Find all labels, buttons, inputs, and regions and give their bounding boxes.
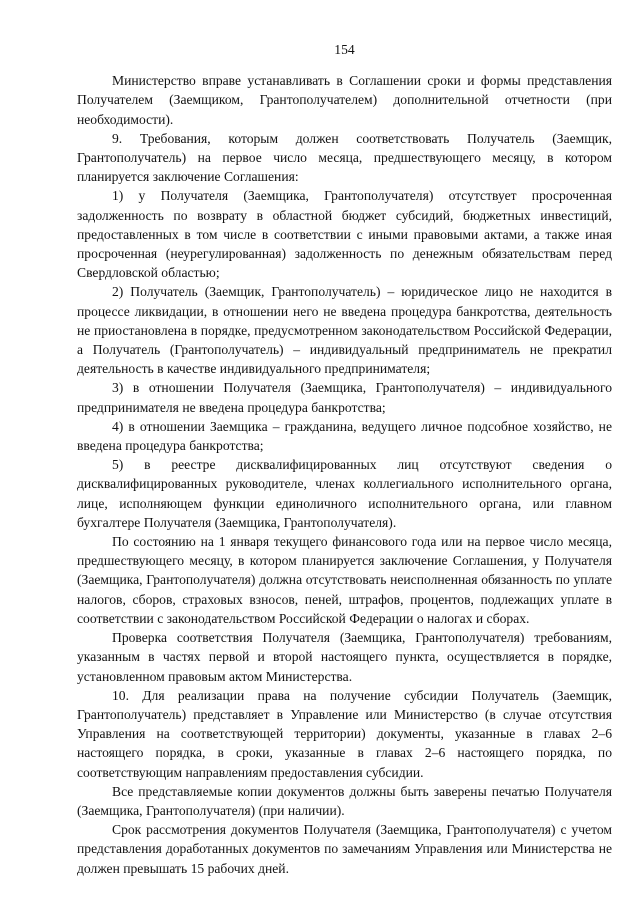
paragraph-9-requirements: 9. Требования, которым должен соответствовать Получатель (Заемщик, Грантополучатель) на первое число месяца, предшествующего месяцу, в котором планируется заключение Соглашения: <box>77 130 612 185</box>
paragraph-9-item-3: 3) в отношении Получателя (Заемщика, Грантополучателя) – индивидуального предпринимателя не введена процедура банкротства; <box>77 380 612 415</box>
paragraph-10-documents: 10. Для реализации права на получение субсидии Получатель (Заемщик, Грантополучатель) представляет в Управление или Министерство (в случае отсутствия Управления на соответствующей территории) документы, указанные в главах 2–6 настоящего порядка, в сроки, указанные в главах 2–6 настоящего порядка, по соответствующим направлениям предоставления субсидии. <box>77 687 612 780</box>
paragraph-review-period: Срок рассмотрения документов Получателя (Заемщика, Грантополучателя) с учетом представления доработанных документов по замечаниям Управления или Министерства не должен превышать 15 рабочих дней. <box>77 822 612 876</box>
paragraph-9-item-4: 4) в отношении Заемщика – гражданина, ведущего личное подсобное хозяйство, не введена процедура банкротства; <box>77 418 612 454</box>
paragraph-9-item-2: 2) Получатель (Заемщик, Грантополучатель) – юридическое лицо не находится в процессе ликвидации, в отношении него не введена процедура банкротства, деятельность не приостановлена в порядке, предусмотренном законодательством Российской Федерации, а Получатель (Грантополучатель) – индивидуальный предприниматель не прекратил деятельность в качестве индивидуального предпринимателя; <box>77 284 612 377</box>
paragraph-9-item-5: 5) в реестре дисквалифицированных лиц отсутствуют сведения о дисквалифицированных руководителе, членах коллегиального исполнительного органа, лице, исполняющем функции единоличного исполнительного органа, или главном бухгалтере Получателя (Заемщика, Грантополучателя). <box>77 457 612 530</box>
paragraph-compliance-check: Проверка соответствия Получателя (Заемщика, Грантополучателя) требованиям, указанным в частях первой и второй настоящего пункта, осуществляется в порядке, установленном правовым актом Министерства. <box>77 630 612 684</box>
paragraph-certified-copies: Все представляемые копии документов должны быть заверены печатью Получателя (Заемщика, Грантополучателя) (при наличии). <box>77 783 612 818</box>
page-number: 154 <box>334 42 355 57</box>
paragraph-9-item-1: 1) у Получателя (Заемщика, Грантополучателя) отсутствует просроченная задолженность по возврату в областной бюджет субсидий, бюджетных инвестиций, предоставленных в том числе в соответствии с иными правовыми актами, а также иная просроченная (неурегулированная) задолженность по денежным обязательствам перед Свердловской областью; <box>77 188 612 281</box>
paragraph-tax-obligations: По состоянию на 1 января текущего финансового года или на первое число месяца, предшествующего месяцу, в котором планируется заключение Соглашения, у Получателя (Заемщика, Грантополучателя) должна отсутствовать неисполненная обязанность по уплате налогов, сборов, страховых взносов, пеней, штрафов, процентов, подлежащих уплате в соответствии с законодательством Российской Федерации о налогах и сборах. <box>77 534 612 626</box>
paragraph-reporting-forms: Министерство вправе устанавливать в Соглашении сроки и формы представления Получателем (Заемщиком, Грантополучателем) дополнительной отчетности (при необходимости). <box>77 73 612 127</box>
